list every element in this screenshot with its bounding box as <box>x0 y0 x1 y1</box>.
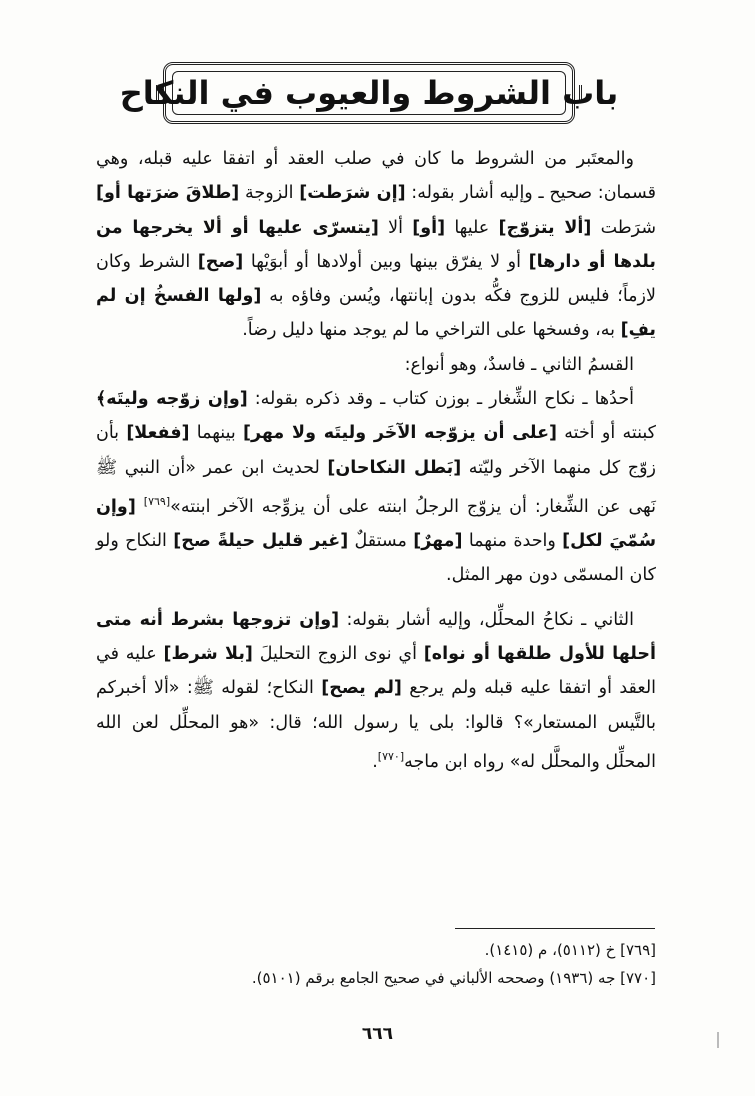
text-run: عليه في العقد أو اتفقا عليه قبله ولم يرجع <box>96 643 657 699</box>
chapter-title-frame <box>119 62 619 124</box>
text-run: ألا <box>378 217 413 238</box>
main-text <box>96 142 656 779</box>
chapter-title: باب الشروط والعيوب في النكاح <box>119 74 619 112</box>
footnote-770: [٧٧٠] جه (١٩٣٦) وصححه الألباني في صحيح الجامع برقم (٥١٠١). <box>251 969 656 987</box>
text-run: شرَطت <box>591 217 657 238</box>
matn-quote: [غير قليل حيلةً صح] <box>173 531 349 552</box>
matn-quote: [لم يصح] <box>321 678 402 699</box>
matn-quote: [يتسرّى عليها أو ألا يخرجها من بلدها أو دارها] <box>96 217 656 272</box>
text-run: الشرط وكان لازماً؛ فليس للزوج فكُّه بدون إبانتها، ويُسن وفاؤه به <box>96 251 656 307</box>
text-run: الثاني ـ نكاحُ المحلِّل، وإليه أشار بقوله: <box>339 609 634 630</box>
text-run: القسمُ الثاني ـ فاسدٌ، وهو أنواع: <box>404 354 634 375</box>
matn-quote: [على أن يزوّجه الآخَر وليتَه ولا مهر] <box>242 423 558 444</box>
matn-quote: [أو] <box>412 217 446 238</box>
footnotes <box>96 936 656 992</box>
text-run: به، وفسخها على التراخي ما لم يوجد منها دليل رضاً. <box>242 320 621 341</box>
matn-quote: [بلا شرط] <box>163 643 253 664</box>
matn-quote: [بَطل النكاحان] <box>327 457 462 478</box>
text-run: بأن زوّج كل منهما الآخر وليّته <box>96 423 656 478</box>
text-run: عليها <box>445 217 499 238</box>
footnote-separator <box>455 928 655 929</box>
text-run: أحدُها ـ نكاح الشِّغار ـ بوزن كتاب ـ وقد ذكره بقوله: <box>247 389 634 410</box>
text-run: مستقلٌ <box>348 531 414 552</box>
page-number: ٦٦٦ <box>361 1024 394 1044</box>
footnote-769: [٧٦٩] خ (٥١١٢)، م (١٤١٥). <box>484 941 656 959</box>
matn-quote: [مهرٌ] <box>413 531 463 552</box>
text-run <box>136 497 144 517</box>
matn-quote: [وإن سُمّيَ لكل] <box>96 496 657 552</box>
footnote-ref[interactable]: [٧٧٠] <box>377 749 405 763</box>
text-run: أي نوى الزوج التحليلَ <box>252 643 424 664</box>
paragraph <box>96 142 656 348</box>
matn-quote: [وإن زوّجه وليتَه﴾ <box>96 389 248 410</box>
text-run: . <box>372 751 378 772</box>
matn-quote: [صح] <box>197 251 244 272</box>
footnote-ref[interactable]: [٧٦٩] <box>143 494 171 508</box>
matn-quote: [ولها الفسخُ إن لم يفِ] <box>96 286 656 341</box>
text-run: النكاح ولو كان المسمّى دون مهر المثل. <box>96 531 656 586</box>
paragraph <box>96 348 656 382</box>
matn-quote: [ففعلا] <box>126 423 190 444</box>
text-run: كبنته أو أخته <box>557 423 656 444</box>
text-run: النكاح؛ لقوله ﷺ: «ألا أخبركم بالتَّيس المستعار»؟ قالوا: بلى يا رسول الله؛ قال: «هو المحلِّل لعن الله المحلِّل والمحلَّل له» رواه ابن ماجه <box>96 678 656 772</box>
matn-quote: [ألا يتزوّج] <box>498 217 592 238</box>
margin-mark <box>717 1032 719 1048</box>
matn-quote: [طلاقَ ضرَتها أو] <box>96 183 240 204</box>
text-run: والمعتَبر من الشروط ما كان في صلب العقد أو اتفقا عليه قبله، وهي قسمان: صحيح ـ وإليه أشار بقوله: <box>96 149 656 204</box>
matn-quote: [وإن تزوجها بشرط أنه متى أحلها للأول طلقها أو نواه] <box>96 609 657 664</box>
paragraph <box>96 382 656 593</box>
text-run: واحدة منهما <box>462 531 563 552</box>
text-run: بينهما <box>189 423 243 444</box>
text-run: الزوجة <box>239 183 300 204</box>
matn-quote: [إن شرَطت] <box>299 183 406 204</box>
paragraph <box>96 603 656 779</box>
text-run: أو لا يفرّق بينها وبين أولادها أو أبوَيْها <box>243 251 529 272</box>
text-run: لحديث ابن عمر «أن النبي ﷺ نَهى عن الشِّغار: أن يزوّج الرجلُ ابنته على أن يزوِّجه الآخر ابنته» <box>96 457 656 517</box>
